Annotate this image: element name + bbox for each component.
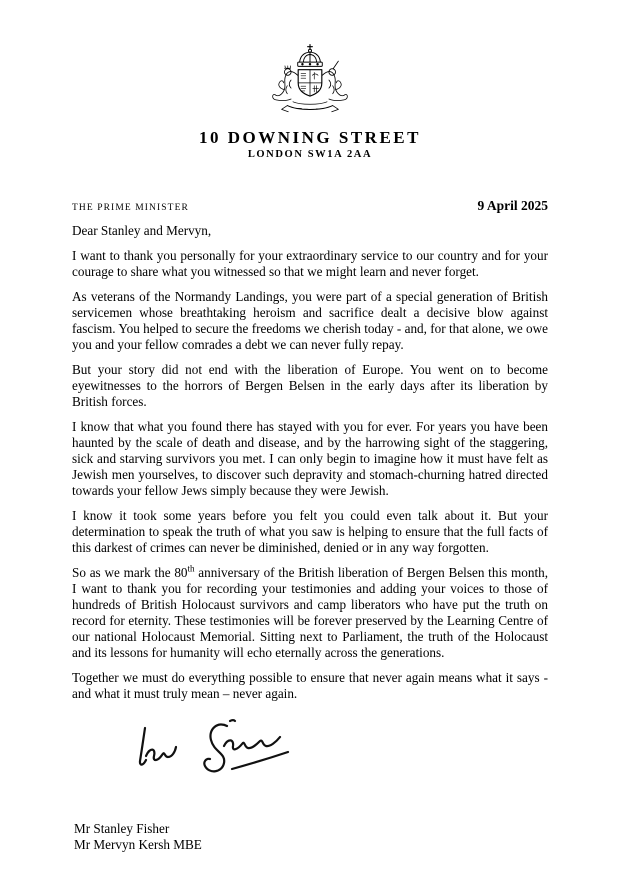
- paragraph-5: I know it took some years before you felt you could even talk about it. But your determination to speak the truth of what you saw is helping to ensure that the full facts of this darkest of crimes can never be diminished, denied or in any way forgotten.: [72, 508, 548, 555]
- sender-title: THE PRIME MINISTER: [72, 203, 189, 213]
- paragraph-3: But your story did not end with the liberation of Europe. You went on to become eyewitnesses to the horrors of Bergen Belsen in the early days after its liberation by British forces.: [72, 362, 548, 409]
- recipient-line: Mr Stanley Fisher: [74, 821, 170, 836]
- letterhead-address-line1: 10 DOWNING STREET: [199, 128, 421, 147]
- recipients-block: [74, 821, 548, 853]
- paragraph-6-post: anniversary of the British liberation of Bergen Belsen this month, I want to thank you for recording your testimonies and adding your voices to those of hundreds of British Holocaust survivors and camp liberators who have put the truth on record for eternity. These testimonies will be forever preserved by the Learning Centre of our national Holocaust Memorial. Sitting next to Parliament, the truth of the Holocaust and its lessons for humanity will echo eternally across the generations.: [72, 565, 549, 660]
- salutation: Dear Stanley and Mervyn,: [72, 223, 212, 238]
- letterhead: [0, 0, 620, 160]
- letter-body: [72, 223, 548, 702]
- paragraph-2: As veterans of the Normandy Landings, you were part of a special generation of British servicemen whose breathtaking heroism and sacrifice dealt a decisive blow against fascism. You helped to secure the freedoms we cherish today - and, for that alone, we owe you and your fellow comrades a debt we can never fully repay.: [72, 289, 548, 352]
- paragraph-4: I know that what you found there has stayed with you for ever. For years you have been haunted by the scale of death and disease, and by the harrowing sight of the staggering, sick and starving survivors you met. I can only begin to imagine how it must have felt as Jewish men yourselves, to discover such depravity and stomach-churning hatred directed towards your fellow Jews simply because they were Jewish.: [72, 419, 548, 498]
- paragraph-6-ordinal: th: [187, 563, 195, 574]
- royal-coat-of-arms-icon: [258, 42, 362, 125]
- signature-block: [128, 716, 620, 783]
- letter-date: 9 April 2025: [477, 198, 548, 213]
- keir-starmer-signature-icon: [128, 716, 298, 778]
- letterhead-address-line2: LONDON SW1A 2AA: [247, 149, 373, 160]
- meta-row: [72, 198, 548, 214]
- paragraph-7: Together we must do everything possible to ensure that never again means what it says - and what it must truly mean – never again.: [72, 670, 548, 701]
- paragraph-1: I want to thank you personally for your extraordinary service to our country and for your courage to share what you witnessed so that we might learn and never forget.: [72, 248, 548, 279]
- paragraph-6-pre: So as we mark the 80: [72, 565, 188, 580]
- recipient-line: Mr Mervyn Kersh MBE: [74, 837, 202, 852]
- paragraph-6: [72, 565, 548, 661]
